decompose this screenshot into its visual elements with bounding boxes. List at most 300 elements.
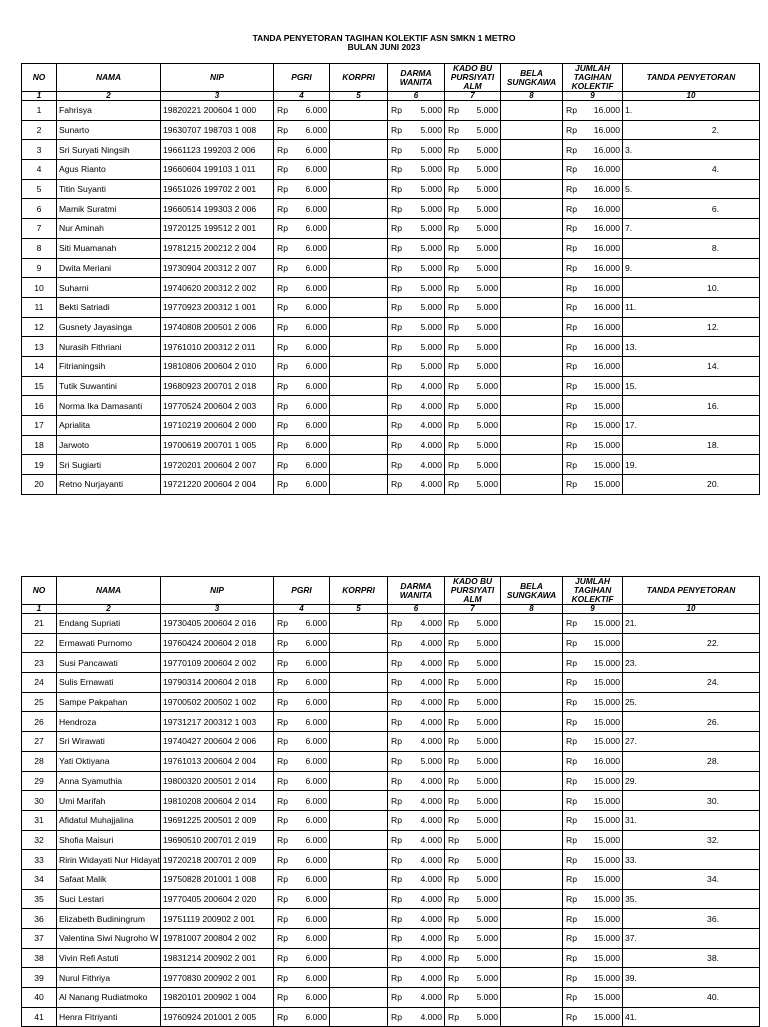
cell-korpri [330,101,388,121]
currency-label: Rp [391,125,402,136]
cell-kado [445,258,501,278]
cell-darma-value: 4.000 [420,893,442,904]
cell-kado-value: 5.000 [476,697,498,708]
cell-no: 26 [22,712,57,732]
cell-pgri [274,633,330,653]
currency-label: Rp [277,321,288,332]
cell-korpri [330,968,388,988]
cell-pgri [274,791,330,811]
cell-no: 5 [22,179,57,199]
cell-no: 36 [22,909,57,929]
cell-darma [388,435,445,455]
cell-tanda-penyetoran: 15. [623,376,760,396]
currency-label: Rp [566,164,577,175]
cell-no: 19 [22,455,57,475]
cell-no: 21 [22,614,57,634]
cell-no: 7 [22,219,57,239]
cell-darma-value: 5.000 [420,321,442,332]
cell-bela [501,455,563,475]
cell-jumlah-value: 16.000 [593,756,620,767]
cell-darma [388,692,445,712]
cell-pgri [274,140,330,160]
cell-kado-value: 5.000 [476,677,498,688]
cell-darma [388,317,445,337]
cell-no: 1 [22,101,57,121]
cell-korpri [330,810,388,830]
currency-label: Rp [448,321,459,332]
currency-label: Rp [448,341,459,352]
cell-darma-value: 5.000 [420,756,442,767]
currency-label: Rp [391,618,402,629]
cell-darma-value: 4.000 [420,618,442,629]
cell-pgri-value: 6.000 [305,795,327,806]
currency-label: Rp [566,618,577,629]
index-no: 1 [22,92,57,101]
cell-jumlah-value: 15.000 [593,657,620,668]
table-row [22,416,760,436]
cell-tanda-penyetoran: 5. [623,179,760,199]
cell-darma [388,633,445,653]
cell-nip: 19751119 200902 2 001 [161,909,274,929]
cell-nama: Sri Suryati Ningsih [57,140,161,160]
cell-tanda-penyetoran: 39. [623,968,760,988]
cell-bela [501,396,563,416]
cell-kado [445,140,501,160]
currency-label: Rp [566,834,577,845]
cell-jumlah-value: 15.000 [593,815,620,826]
currency-label: Rp [391,302,402,313]
cell-bela [501,692,563,712]
cell-nama: Sampe Pakpahan [57,692,161,712]
header-tanda-penyetoran: TANDA PENYETORAN [623,64,760,92]
cell-kado [445,101,501,121]
cell-nama: Suci Lestari [57,889,161,909]
cell-kado [445,889,501,909]
cell-nama: Sunarto [57,120,161,140]
cell-tanda-penyetoran: 31. [623,810,760,830]
table-row [22,968,760,988]
cell-pgri-value: 6.000 [305,361,327,372]
cell-kado [445,396,501,416]
cell-darma-value: 4.000 [420,972,442,983]
cell-bela [501,869,563,889]
cell-nama: Dwita Meriani [57,258,161,278]
index-kado: 7 [445,92,501,101]
cell-kado [445,673,501,693]
cell-bela [501,101,563,121]
cell-pgri [274,929,330,949]
cell-jumlah-value: 16.000 [593,361,620,372]
cell-darma-value: 4.000 [420,479,442,490]
cell-pgri-value: 6.000 [305,282,327,293]
currency-label: Rp [277,1012,288,1023]
table-row [22,179,760,199]
cell-jumlah [563,120,623,140]
cell-pgri [274,712,330,732]
cell-nama: Suharni [57,278,161,298]
cell-kado [445,869,501,889]
cell-kado [445,160,501,180]
currency-label: Rp [448,953,459,964]
currency-label: Rp [566,874,577,885]
currency-label: Rp [566,638,577,649]
cell-kado-value: 5.000 [476,440,498,451]
cell-jumlah-value: 16.000 [593,203,620,214]
cell-nama: Bekti Satriadi [57,297,161,317]
currency-label: Rp [448,972,459,983]
cell-kado [445,435,501,455]
currency-label: Rp [566,657,577,668]
cell-no: 3 [22,140,57,160]
table-row [22,140,760,160]
cell-darma-value: 4.000 [420,716,442,727]
currency-label: Rp [277,736,288,747]
cell-pgri [274,653,330,673]
cell-tanda-penyetoran: 13. [623,337,760,357]
currency-label: Rp [566,736,577,747]
cell-tanda-penyetoran: 30. [623,791,760,811]
cell-bela [501,199,563,219]
cell-korpri [330,614,388,634]
cell-nama: Titin Suyanti [57,179,161,199]
cell-no: 17 [22,416,57,436]
cell-darma-value: 5.000 [420,223,442,234]
currency-label: Rp [391,459,402,470]
currency-label: Rp [391,953,402,964]
index-nama: 2 [57,92,161,101]
cell-pgri-value: 6.000 [305,618,327,629]
cell-bela [501,435,563,455]
cell-nip: 19750828 201001 1 008 [161,869,274,889]
cell-bela [501,889,563,909]
cell-pgri [274,909,330,929]
cell-darma-value: 4.000 [420,400,442,411]
currency-label: Rp [448,184,459,195]
header-nama: NAMA [57,64,161,92]
cell-kado [445,219,501,239]
currency-label: Rp [566,716,577,727]
cell-darma [388,416,445,436]
currency-label: Rp [448,874,459,885]
cell-nama: Tutik Suwantini [57,376,161,396]
cell-darma [388,712,445,732]
currency-label: Rp [277,638,288,649]
cell-kado-value: 5.000 [476,302,498,313]
currency-label: Rp [448,913,459,924]
cell-darma [388,101,445,121]
currency-label: Rp [448,223,459,234]
document-title: TANDA PENYETORAN TAGIHAN KOLEKTIF ASN SMKN 1 METRO [252,33,516,43]
cell-jumlah-value: 15.000 [593,913,620,924]
cell-jumlah-value: 16.000 [593,144,620,155]
currency-label: Rp [391,736,402,747]
cell-jumlah-value: 16.000 [593,223,620,234]
cell-kado-value: 5.000 [476,972,498,983]
currency-label: Rp [448,420,459,431]
cell-jumlah [563,751,623,771]
cell-jumlah-value: 15.000 [593,874,620,885]
currency-label: Rp [391,282,402,293]
currency-label: Rp [448,618,459,629]
header-nip: NIP [161,64,274,92]
cell-kado [445,356,501,376]
table-row [22,356,760,376]
cell-nip: 19781215 200212 2 004 [161,238,274,258]
currency-label: Rp [391,854,402,865]
cell-jumlah-value: 16.000 [593,105,620,116]
cell-jumlah-value: 15.000 [593,459,620,470]
cell-korpri [330,356,388,376]
cell-pgri-value: 6.000 [305,953,327,964]
cell-jumlah-value: 15.000 [593,697,620,708]
cell-nip: 19761010 200312 2 011 [161,337,274,357]
cell-kado-value: 5.000 [476,243,498,254]
cell-pgri [274,732,330,752]
cell-no: 29 [22,771,57,791]
cell-pgri [274,988,330,1008]
table-row [22,869,760,889]
cell-pgri-value: 6.000 [305,203,327,214]
cell-nip: 19740427 200604 2 006 [161,732,274,752]
currency-label: Rp [448,125,459,136]
index-jumlah: 9 [563,92,623,101]
cell-nip: 19721220 200604 2 004 [161,475,274,495]
currency-label: Rp [566,302,577,313]
cell-jumlah [563,396,623,416]
currency-label: Rp [448,697,459,708]
cell-kado-value: 5.000 [476,834,498,845]
table-row [22,948,760,968]
table-row [22,455,760,475]
cell-tanda-penyetoran: 28. [623,751,760,771]
cell-korpri [330,278,388,298]
currency-label: Rp [566,440,577,451]
cell-kado-value: 5.000 [476,795,498,806]
cell-jumlah [563,968,623,988]
cell-pgri-value: 6.000 [305,105,327,116]
cell-jumlah [563,791,623,811]
cell-kado-value: 5.000 [476,105,498,116]
cell-bela [501,317,563,337]
cell-tanda-penyetoran: 36. [623,909,760,929]
cell-bela [501,909,563,929]
cell-kado-value: 5.000 [476,638,498,649]
currency-label: Rp [566,459,577,470]
cell-nip: 19730405 200604 2 016 [161,614,274,634]
currency-label: Rp [277,992,288,1003]
table-row [22,929,760,949]
cell-kado [445,988,501,1008]
cell-tanda-penyetoran: 19. [623,455,760,475]
cell-korpri [330,633,388,653]
currency-label: Rp [566,953,577,964]
cell-darma-value: 5.000 [420,125,442,136]
cell-kado-value: 5.000 [476,874,498,885]
cell-nip: 19770109 200604 2 002 [161,653,274,673]
cell-nama: Retno Nurjayanti [57,475,161,495]
cell-tanda-penyetoran: 3. [623,140,760,160]
index-nama: 2 [57,605,161,614]
cell-korpri [330,948,388,968]
cell-kado [445,317,501,337]
cell-tanda-penyetoran: 12. [623,317,760,337]
currency-label: Rp [566,105,577,116]
cell-jumlah-value: 15.000 [593,972,620,983]
cell-pgri [274,416,330,436]
currency-label: Rp [566,184,577,195]
cell-nip: 19651026 199702 2 001 [161,179,274,199]
cell-jumlah [563,692,623,712]
currency-label: Rp [391,321,402,332]
cell-tanda-penyetoran: 29. [623,771,760,791]
cell-no: 34 [22,869,57,889]
table-row [22,732,760,752]
cell-pgri-value: 6.000 [305,440,327,451]
cell-nama: Siti Muamanah [57,238,161,258]
cell-nip: 19710219 200604 2 000 [161,416,274,436]
cell-kado [445,337,501,357]
index-pgri: 4 [274,92,330,101]
cell-tanda-penyetoran: 25. [623,692,760,712]
cell-bela [501,673,563,693]
currency-label: Rp [277,874,288,885]
cell-kado-value: 5.000 [476,262,498,273]
cell-darma [388,850,445,870]
cell-nip: 19740808 200501 2 006 [161,317,274,337]
cell-jumlah-value: 15.000 [593,479,620,490]
table-row [22,810,760,830]
cell-korpri [330,988,388,1008]
cell-tanda-penyetoran: 23. [623,653,760,673]
currency-label: Rp [391,638,402,649]
cell-jumlah [563,160,623,180]
cell-korpri [330,869,388,889]
cell-kado [445,850,501,870]
cell-nip: 19770524 200604 2 003 [161,396,274,416]
cell-darma [388,297,445,317]
table-row [22,337,760,357]
cell-darma-value: 5.000 [420,164,442,175]
cell-darma [388,120,445,140]
cell-darma-value: 4.000 [420,775,442,786]
cell-jumlah-value: 15.000 [593,440,620,451]
cell-darma-value: 4.000 [420,953,442,964]
cell-darma [388,160,445,180]
currency-label: Rp [448,775,459,786]
cell-korpri [330,238,388,258]
currency-label: Rp [391,834,402,845]
currency-label: Rp [277,459,288,470]
cell-darma-value: 4.000 [420,638,442,649]
currency-label: Rp [448,1012,459,1023]
cell-kado [445,614,501,634]
cell-no: 32 [22,830,57,850]
cell-jumlah-value: 15.000 [593,933,620,944]
cell-darma [388,337,445,357]
currency-label: Rp [277,341,288,352]
currency-label: Rp [448,795,459,806]
cell-bela [501,653,563,673]
cell-bela [501,238,563,258]
cell-pgri-value: 6.000 [305,972,327,983]
currency-label: Rp [391,203,402,214]
currency-label: Rp [566,380,577,391]
cell-nama: Shofia Maisuri [57,830,161,850]
currency-label: Rp [277,913,288,924]
cell-tanda-penyetoran: 24. [623,673,760,693]
currency-label: Rp [391,697,402,708]
currency-label: Rp [448,440,459,451]
cell-nama: Sulis Ernawati [57,673,161,693]
currency-label: Rp [566,203,577,214]
cell-darma-value: 4.000 [420,380,442,391]
currency-label: Rp [448,479,459,490]
cell-pgri [274,673,330,693]
currency-label: Rp [566,913,577,924]
cell-darma [388,968,445,988]
cell-kado [445,238,501,258]
cell-bela [501,219,563,239]
cell-korpri [330,653,388,673]
cell-tanda-penyetoran: 2. [623,120,760,140]
cell-kado-value: 5.000 [476,184,498,195]
currency-label: Rp [566,775,577,786]
cell-bela [501,160,563,180]
cell-no: 24 [22,673,57,693]
cell-darma [388,238,445,258]
cell-pgri [274,297,330,317]
currency-label: Rp [566,992,577,1003]
cell-jumlah-value: 16.000 [593,243,620,254]
currency-label: Rp [391,972,402,983]
cell-nama: Fahrisya [57,101,161,121]
table-row [22,889,760,909]
cell-nip: 19810208 200604 2 014 [161,791,274,811]
cell-tanda-penyetoran: 33. [623,850,760,870]
cell-no: 14 [22,356,57,376]
cell-nama: Anna Syamuthia [57,771,161,791]
currency-label: Rp [277,380,288,391]
cell-tanda-penyetoran: 11. [623,297,760,317]
currency-label: Rp [566,125,577,136]
cell-kado-value: 5.000 [476,854,498,865]
table-row [22,614,760,634]
cell-kado-value: 5.000 [476,1012,498,1023]
cell-bela [501,376,563,396]
cell-kado-value: 5.000 [476,400,498,411]
cell-no: 39 [22,968,57,988]
cell-kado [445,751,501,771]
cell-pgri-value: 6.000 [305,479,327,490]
currency-label: Rp [448,302,459,313]
cell-no: 15 [22,376,57,396]
currency-label: Rp [277,756,288,767]
cell-darma-value: 5.000 [420,282,442,293]
currency-label: Rp [566,243,577,254]
cell-kado-value: 5.000 [476,756,498,767]
cell-pgri-value: 6.000 [305,854,327,865]
index-korpri: 5 [330,92,388,101]
table-row [22,850,760,870]
cell-tanda-penyetoran: 9. [623,258,760,278]
cell-jumlah [563,140,623,160]
currency-label: Rp [566,933,577,944]
cell-nama: Nur Aminah [57,219,161,239]
currency-label: Rp [448,716,459,727]
cell-bela [501,712,563,732]
currency-label: Rp [277,657,288,668]
cell-nama: Valentina Siwi Nugroho W [57,929,161,949]
